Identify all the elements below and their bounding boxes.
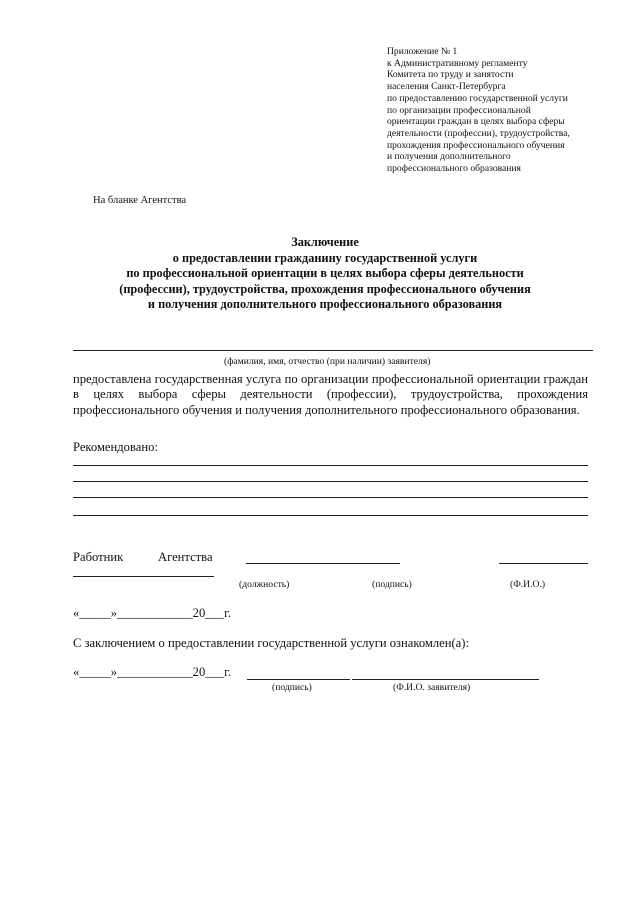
recommendation-line[interactable]: [73, 515, 588, 516]
date-close-quote: »: [110, 665, 118, 679]
date-year-suffix: г.: [224, 665, 232, 679]
applicant-date-field[interactable]: [73, 665, 231, 680]
date-year-prefix: 20: [192, 606, 206, 620]
date-day-blank[interactable]: _____: [79, 606, 111, 620]
appendix-line: по организации профессиональной: [387, 104, 531, 116]
date-field[interactable]: [73, 606, 231, 621]
applicant-signature-caption: (подпись): [272, 682, 312, 693]
date-day-blank[interactable]: _____: [79, 665, 111, 679]
agency-label: Агентства: [158, 550, 213, 564]
date-month-blank[interactable]: ____________: [117, 665, 193, 679]
appendix-line: населения Санкт-Петербурга: [387, 81, 506, 93]
appendix-line: профессионального образования: [387, 163, 521, 175]
applicant-name-sign-line[interactable]: [352, 679, 539, 680]
date-month-blank[interactable]: ____________: [117, 606, 193, 620]
worker-name-line[interactable]: [499, 563, 588, 564]
date-open-quote: «: [73, 606, 80, 620]
appendix-line: и получения дополнительного: [387, 151, 511, 163]
date-close-quote: »: [110, 606, 118, 620]
title-line: о предоставлении гражданину государственной услуги: [172, 250, 478, 265]
title-line: (профессии), трудоустройства, прохождения профессионального обучения: [119, 281, 531, 296]
date-year-blank[interactable]: ___: [205, 665, 225, 679]
applicant-signature-line[interactable]: [247, 679, 350, 680]
service-provided-text: предоставлена государственная услуга по организации профессиональной ориентации граждан в целях выбора сферы деятельности (профессии), трудоустройства, прохождения профессионального обучения и получения дополнительного профессионального образования.: [73, 372, 588, 417]
title-line: и получения дополнительного профессионального образования: [147, 297, 503, 312]
signature-caption: (подпись): [372, 579, 412, 590]
date-open-quote: «: [73, 665, 80, 679]
appendix-line: деятельности (профессии), трудоустройства,: [387, 127, 570, 139]
applicant-name-line[interactable]: [73, 350, 593, 351]
acquainted-text: С заключением о предоставлении государственной услуги ознакомлен(а):: [73, 636, 469, 650]
position-line[interactable]: [73, 576, 214, 577]
recommendation-line[interactable]: [73, 481, 588, 482]
recommendation-line[interactable]: [73, 465, 588, 466]
applicant-name-caption-bottom: (Ф.И.О. заявителя): [393, 682, 471, 693]
document-title: [60, 235, 590, 313]
appendix-line: к Административному регламенту: [387, 57, 528, 69]
date-year-prefix: 20: [192, 665, 206, 679]
appendix-line: по предоставлению государственной услуги: [387, 92, 568, 104]
appendix-line: ориентации граждан в целях выбора сферы: [387, 116, 565, 128]
recommendation-line[interactable]: [73, 497, 588, 498]
position-caption: (должность): [239, 579, 290, 590]
date-year-blank[interactable]: ___: [205, 606, 225, 620]
title-line: Заключение: [291, 235, 359, 249]
worker-signature-line[interactable]: [246, 563, 400, 564]
title-line: по профессиональной ориентации в целях выбора сферы деятельности: [126, 266, 524, 281]
appendix-line: Приложение № 1: [387, 46, 458, 57]
applicant-name-caption: (фамилия, имя, отчество (при наличии) заявителя): [224, 356, 431, 367]
name-caption: (Ф.И.О.): [510, 579, 546, 590]
appendix-line: Комитета по труду и занятости: [387, 69, 514, 81]
recommended-label: Рекомендовано:: [73, 440, 158, 454]
letterhead-note: На бланке Агентства: [93, 195, 187, 206]
worker-label: Работник: [73, 550, 124, 564]
date-year-suffix: г.: [224, 606, 232, 620]
appendix-line: прохождения профессионального обучения: [387, 139, 565, 151]
appendix-header: [387, 46, 617, 175]
